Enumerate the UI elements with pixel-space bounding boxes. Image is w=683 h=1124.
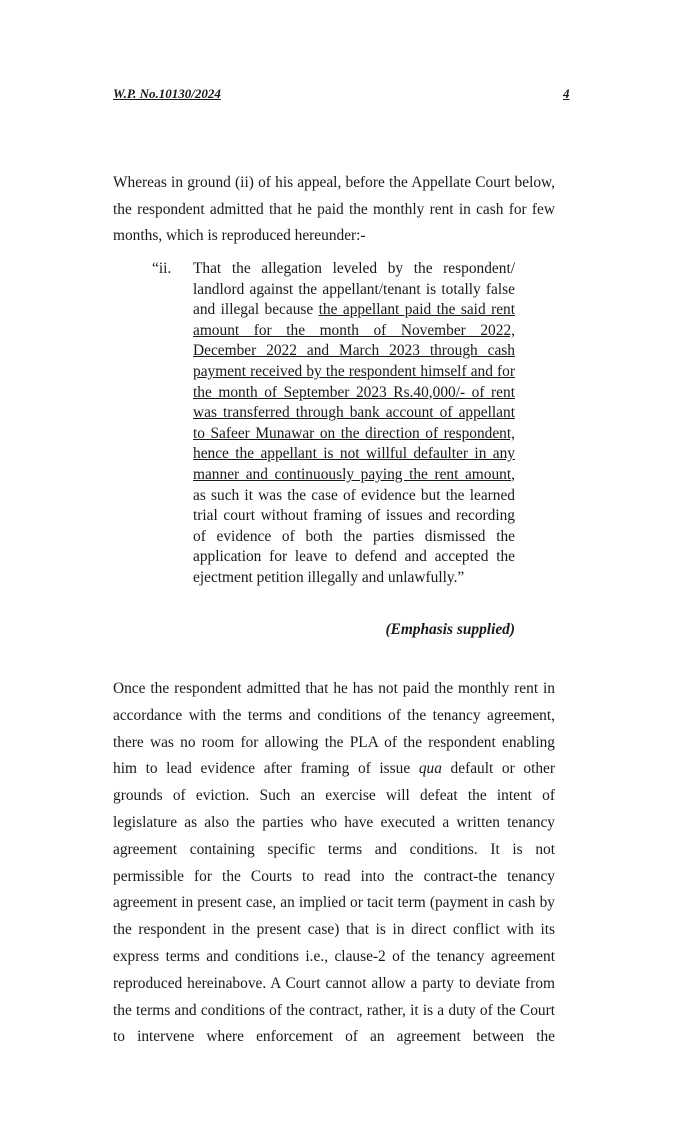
quote-text-end: , as such it was the case of evidence but the learned trial court without framing of issues and recording of evidence of both the parties dismissed the application for leave to defend and accepted the ejectment petition illegally and unlawfully.” (193, 465, 515, 586)
paragraph-analysis-part-1: Once the respondent admitted that he has not paid the monthly rent in accordance with the terms and conditions of the tenancy agreement, there was no room for allowing the PLA of the respondent enabling him to lead evidence after framing of issue (113, 680, 555, 778)
quoted-ground-text (193, 259, 515, 589)
emphasis-supplied-note: (Emphasis supplied) (385, 621, 515, 638)
case-number-header: W.P. No.10130/2024 (113, 86, 221, 101)
page-number: 4 (563, 86, 570, 101)
paragraph-analysis-part-2: default or other grounds of eviction. Such an exercise will defeat the intent of legislature as also the parties who have executed a written tenancy agreement containing specific terms and conditions. It is not permissible for the Courts to read into the contract-the tenancy agreement in present case, an implied or tacit term (payment in cash by the respondent in the present case) that is in direct conflict with its express terms and conditions i.e., clause-2 of the tenancy agreement reproduced hereinabove. A Court cannot allow a party to deviate from the terms and conditions of the contract, rather, it is a duty of the Court to intervene where enforcement of an agreement between the (113, 760, 555, 1046)
quote-text-start: That the allegation leveled by the respondent/ landlord against the appellant/tenant is totally false and illegal because (193, 260, 515, 319)
quote-ground-number: “ii. (152, 260, 172, 277)
paragraph-intro: Whereas in ground (ii) of his appeal, before the Appellate Court below, the respondent admitted that he paid the monthly rent in cash for few months, which is reproduced hereunder:- (113, 174, 555, 245)
paragraph-analysis (113, 676, 555, 1051)
italic-term-qua: qua (418, 760, 442, 778)
quote-text-underlined: the appellant paid the said rent amount for the month of November 2022, December 2022 and March 2023 through cash payment received by the respondent himself and for the month of September 2023 Rs.40,000/- of rent was transferred through bank account of appellant to Safeer Munawar on the direction of respondent, hence the appellant is not willful defaulter in any manner and continuously paying the rent amount (193, 301, 515, 483)
